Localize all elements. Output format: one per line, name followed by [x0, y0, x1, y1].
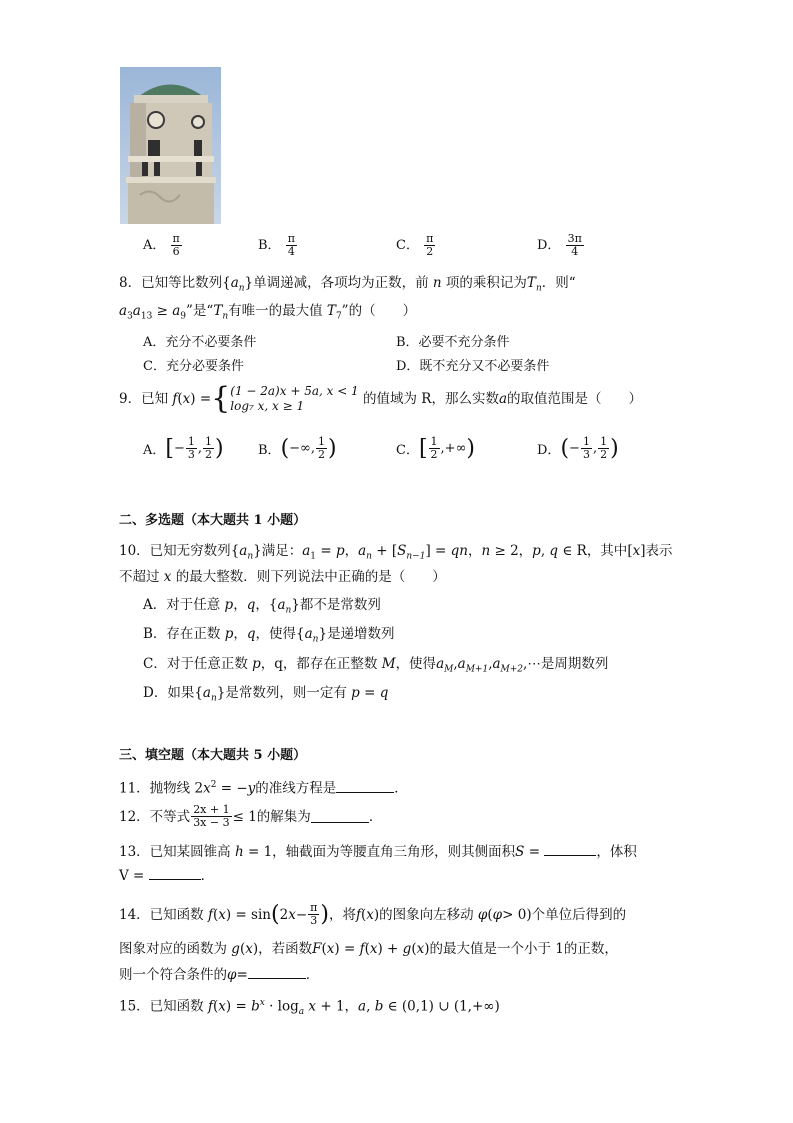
answer-blank[interactable]	[544, 843, 596, 856]
q14-stem-line2: 图象对应的函数为 g(x)，若函数F(x) = f(x) + g(x)的最大值是一个小于 1的正数，	[119, 941, 618, 957]
q7-option-c[interactable]: C． $\frac{\pi}{2}$	[396, 232, 434, 258]
q10-option-d[interactable]: D．如果$\{a_n\}$是常数列，则一定有 p = q	[143, 685, 389, 704]
q10-option-b[interactable]: B．存在正数 p，q，使得$\{a_n\}$是递增数列	[143, 626, 395, 645]
answer-blank[interactable]	[149, 867, 201, 880]
q10-stem-line2: 不超过 x 的最大整数．则下列说法中正确的是（ ）	[119, 569, 446, 585]
clock-tower-photo	[120, 67, 221, 224]
q10-option-c[interactable]: C．对于任意正数 p，q，都存在正整数 M，使得$a_M,a_{M+1},a_{M+2},\cdots$是周期数列	[143, 656, 609, 675]
q8-option-d[interactable]: D．既不充分又不必要条件	[396, 359, 550, 374]
q9-stem: 9．已知 f ( x ) = { (1 − 2a)x + 5a, x < 1 log₇ x, x ≥ 1 的值域为 R，那么实数 a 的取值范围是（ ）	[119, 381, 643, 416]
q14-stem-line3: 则一个符合条件的φ= ．	[119, 967, 320, 983]
fraction: $\frac{3\pi}{4}$	[567, 232, 582, 258]
q8-stem-line1: 8．已知等比数列$\{a_n\}$单调递减，各项均为正数，前 n 项的乘积记为$T_n$．则“	[119, 275, 576, 294]
q14-stem-line1: 14．已知函数 f ( x ) = sin ( 2 x − $\frac{\pi}{3}$ ) ，将 f ( x ) 的图象向左移动 φ ( φ > 0) 个单位后得到的	[119, 901, 627, 927]
q11-stem: 11．抛物线 $2x^2 = -y$的准线方程是 ．	[119, 780, 408, 797]
fraction: $\frac{2x + 1}{3x - 3}$	[193, 803, 230, 829]
q9-option-d[interactable]: D． ( − $\frac{1}{3}$ , $\frac{1}{2}$ )	[537, 435, 619, 461]
answer-blank[interactable]	[311, 810, 369, 823]
fraction: $\frac{\pi}{6}$	[172, 232, 180, 258]
q10-stem-line1: 10．已知无穷数列$\{a_n\}$满足：$a_1 = p$，$a_n + [S_{n-1}]$ = qn，n ≥ 2，p, q ∈ R，其中[x]表示	[119, 543, 673, 562]
q8-option-b[interactable]: B．必要不充分条件	[396, 335, 510, 350]
fraction: $\frac{\pi}{2}$	[426, 232, 434, 258]
section-title: 二、多选题（本大题共 1 小题）	[119, 513, 307, 528]
q9-option-b[interactable]: B． ( −∞, $\frac{1}{2}$ )	[258, 435, 337, 461]
q7-option-d[interactable]: D． $\frac{3\pi}{4}$	[537, 232, 582, 258]
q15-stem: 15．已知函数 $f(x) = b^x \cdot \log_a x + 1$，a, b ∈ (0,1) ∪ (1,+∞)	[119, 998, 500, 1018]
q12-stem: 12．不等式 $\frac{2x + 1}{3x - 3}$ ≤ 1的解集为 ．	[119, 803, 383, 829]
piecewise-cases: (1 − 2a)x + 5a, x < 1 log₇ x, x ≥ 1	[230, 384, 359, 413]
answer-blank[interactable]	[248, 966, 306, 979]
q7-option-a[interactable]: A． $\frac{\pi}{6}$	[143, 232, 180, 258]
q7-option-b[interactable]: B． $\frac{\pi}{4}$	[258, 232, 295, 258]
q8-option-a[interactable]: A．充分不必要条件	[143, 335, 257, 350]
q9-option-c[interactable]: C． [ $\frac{1}{2}$ ,+∞ )	[396, 435, 475, 461]
q9-option-a[interactable]: A． [ − $\frac{1}{3}$ , $\frac{1}{2}$ )	[143, 435, 224, 461]
q10-option-a[interactable]: A．对于任意 p，q，$\{a_n\}$都不是常数列	[143, 597, 381, 616]
q8-option-c[interactable]: C．充分必要条件	[143, 359, 244, 374]
q13-stem-line2: V = ．	[119, 868, 215, 884]
section-title: 三、填空题（本大题共 5 小题）	[119, 748, 307, 763]
brace: {	[211, 381, 231, 416]
fraction: $\frac{\pi}{4}$	[287, 232, 295, 258]
answer-blank[interactable]	[336, 780, 394, 793]
q8-stem-line2: $a_3a_{13} \ge a_9$”是“$T_n$有唯一的最大值 $T_7$”的（ ）	[119, 303, 417, 322]
q13-stem-line1: 13．已知某圆锥高 h = 1，轴截面为等腰直角三角形，则其侧面积S = ，体积	[119, 844, 637, 860]
